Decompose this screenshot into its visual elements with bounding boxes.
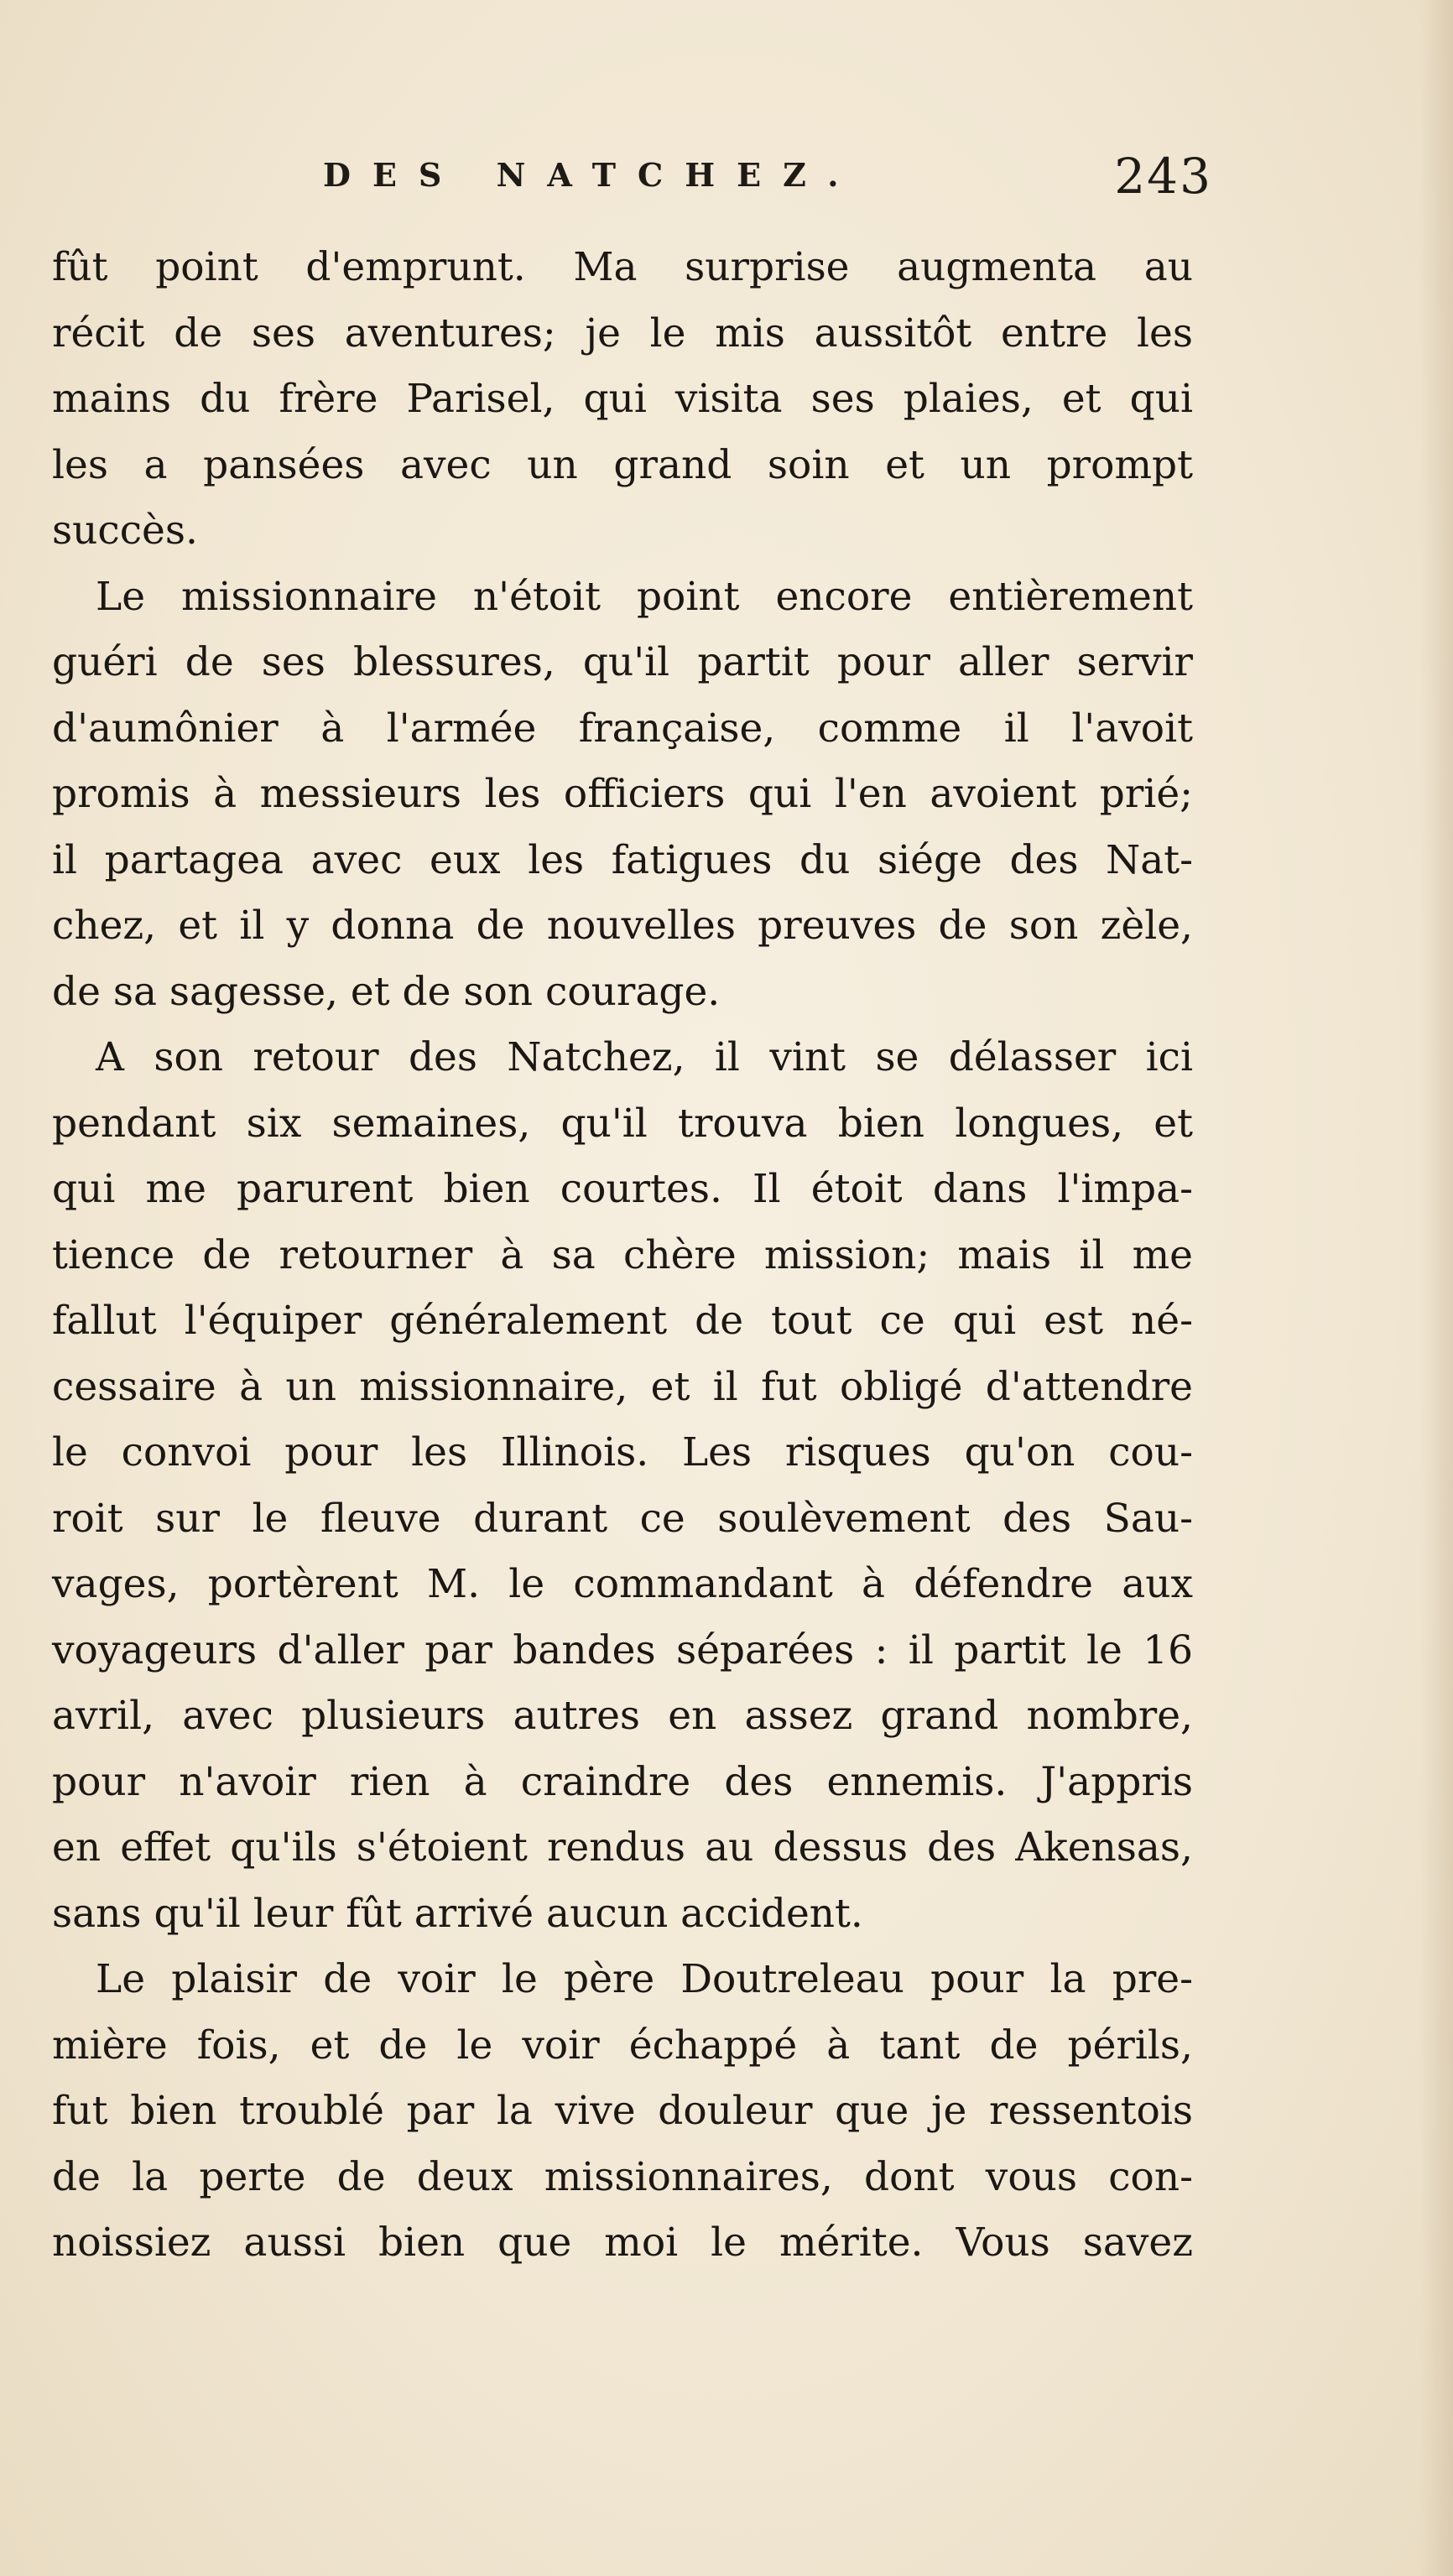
text-line: vages, portèrent M. le commandant à défendre aux (52, 1561, 1193, 1607)
text-line: en effet qu'ils s'étoient rendus au dessus des Akensas, (52, 1824, 1193, 1871)
text-line: roit sur le fleuve durant ce soulèvement des Sau- (52, 1495, 1193, 1542)
paragraph-start-line: Le missionnaire n'étoit point encore entièrement (96, 573, 1193, 620)
text-line: guéri de ses blessures, qu'il partit pour aller servir (52, 639, 1193, 685)
body-text (52, 235, 1193, 2277)
text-line: avril, avec plusieurs autres en assez grand nombre, (52, 1693, 1193, 1739)
text-line: fût point d'emprunt. Ma surprise augmenta au (52, 244, 1193, 290)
paragraph-start-line: A son retour des Natchez, il vint se délasser ici (96, 1034, 1193, 1080)
text-line: promis à messieurs les officiers qui l'en avoient prié; (52, 771, 1193, 817)
text-line: il partagea avec eux les fatigues du siége des Nat- (52, 836, 1193, 883)
page-edge-shadow (1419, 0, 1453, 2576)
page-number: 243 (1114, 148, 1212, 205)
text-line: les a pansées avec un grand soin et un prompt (52, 441, 1193, 488)
text-line: tience de retourner à sa chère mission; mais il me (52, 1231, 1193, 1278)
text-line: fallut l'équiper généralement de tout ce qui est né- (52, 1298, 1193, 1344)
text-line: cessaire à un missionnaire, et il fut obligé d'attendre (52, 1363, 1193, 1410)
text-line: mière fois, et de le voir échappé à tant de périls, (52, 2022, 1193, 2069)
page-header (323, 148, 1212, 206)
paragraph-start-line: Le plaisir de voir le père Doutreleau pour la pre- (96, 1956, 1193, 2002)
text-line: succès. (52, 507, 198, 554)
text-line: le convoi pour les Illinois. Les risques qu'on cou- (52, 1429, 1193, 1475)
text-line: récit de ses aventures; je le mis aussitôt entre les (52, 310, 1193, 356)
running-title: DES NATCHEZ. (323, 156, 861, 194)
text-line: d'aumônier à l'armée française, comme il l'avoit (52, 705, 1193, 752)
text-line: noissiez aussi bien que moi le mérite. Vous savez (52, 2220, 1193, 2266)
text-line: chez, et il y donna de nouvelles preuves de son zèle, (52, 903, 1193, 949)
text-line: sans qu'il leur fût arrivé aucun accident. (52, 1890, 863, 1937)
text-line: de la perte de deux missionnaires, dont vous con- (52, 2153, 1193, 2200)
text-line: pour n'avoir rien à craindre des ennemis. J'appris (52, 1758, 1193, 1805)
text-line: mains du frère Parisel, qui visita ses plaies, et qui (52, 376, 1193, 422)
text-line: qui me parurent bien courtes. Il étoit dans l'impa- (52, 1166, 1193, 1212)
text-line: voyageurs d'aller par bandes séparées : il partit le 16 (52, 1626, 1193, 1673)
text-line: pendant six semaines, qu'il trouva bien longues, et (52, 1100, 1193, 1147)
text-line: fut bien troublé par la vive douleur que je ressentois (52, 2088, 1193, 2134)
text-line: de sa sagesse, et de son courage. (52, 968, 721, 1015)
